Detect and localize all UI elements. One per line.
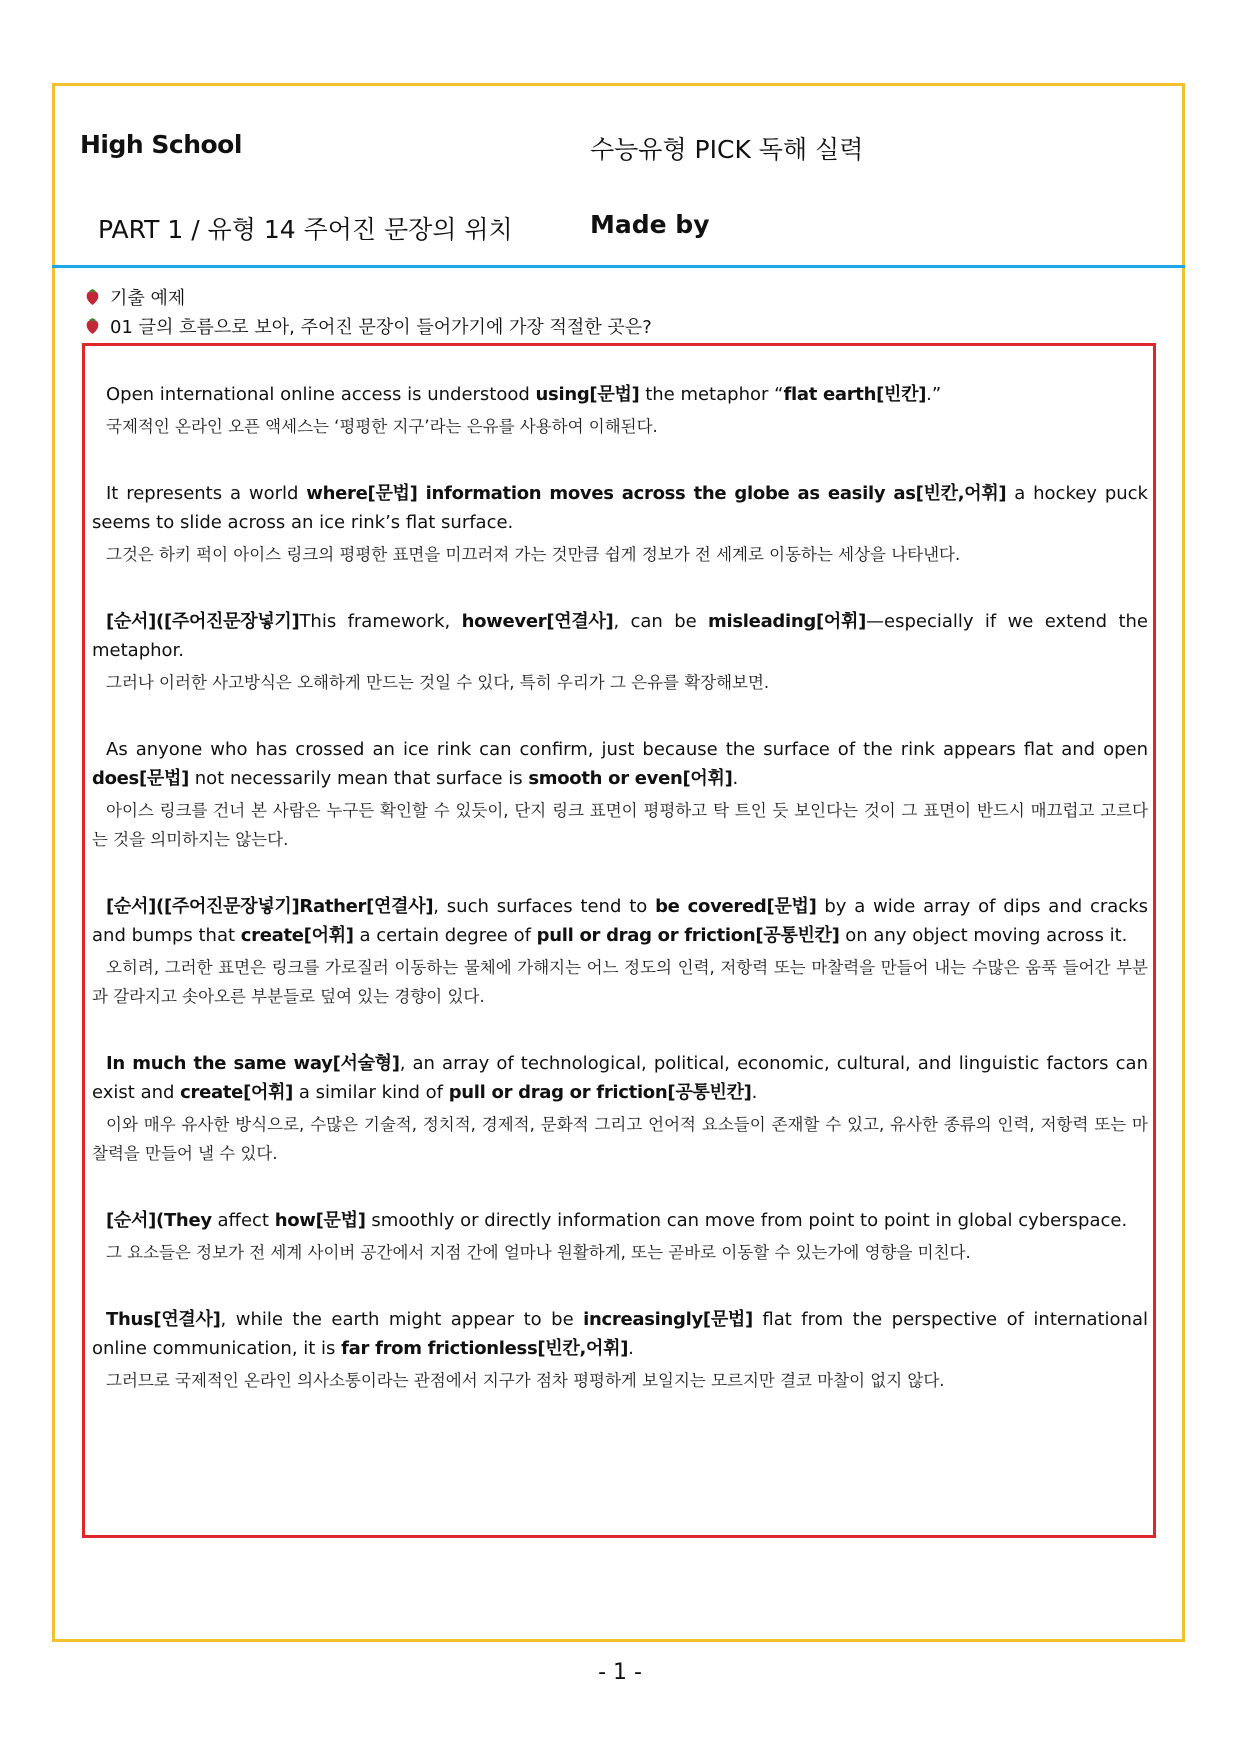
sentence-text: —especially if we extend the metaphor. — [92, 611, 1148, 661]
korean-translation: 오히려, 그러한 표면은 링크를 가로질러 이동하는 물체에 가해지는 어느 정도의 인력, 저항력 또는 마찰력을 만들어 내는 수많은 움푹 들어간 부분과 갈라지고 솟아오른 부분들로 덮여 있는 경향이 있다. — [92, 958, 1148, 1006]
highlighted-term: be covered[문법] — [655, 896, 817, 917]
english-sentence — [92, 380, 1148, 409]
highlighted-term: [순서]([주어진문장넣기] — [106, 611, 300, 632]
strawberry-icon — [85, 288, 100, 306]
sentence-text: , an array of technological, political, economic, cultural, and linguistic factors can exist and — [92, 1053, 1148, 1103]
passage-paragraph — [92, 735, 1148, 854]
sentence-text: Open international online access is understood — [106, 384, 536, 405]
passage-paragraph — [92, 1305, 1148, 1395]
korean-translation: 그 요소들은 정보가 전 세계 사이버 공간에서 지점 간에 얼마나 원활하게, 또는 곧바로 이동할 수 있는가에 영향을 미친다. — [106, 1243, 971, 1262]
highlighted-term: Thus[연결사] — [106, 1309, 221, 1330]
passage-paragraph — [92, 380, 1148, 441]
highlighted-term: create[어휘] — [180, 1082, 294, 1103]
english-sentence — [92, 1305, 1148, 1363]
highlighted-term: using[문법] — [535, 384, 640, 405]
sentence-text: . — [751, 1082, 758, 1103]
passage-paragraph — [92, 479, 1148, 569]
korean-translation: 그러므로 국제적인 온라인 의사소통이라는 관점에서 지구가 점차 평평하게 보일지는 모르지만 결코 마찰이 없지 않다. — [106, 1371, 945, 1390]
bullet-question — [85, 313, 652, 339]
bullet-label-1: 기출 예제 — [110, 288, 186, 309]
sentence-text: . — [732, 768, 739, 789]
sentence-text: . — [628, 1338, 634, 1359]
sentence-text: , can be — [613, 611, 709, 632]
highlighted-term: create[어휘] — [240, 925, 354, 946]
page-number: - 1 - — [598, 1660, 642, 1685]
english-sentence — [92, 892, 1148, 950]
sentence-text: a hockey puck seems to slide across an ice rink’s flat surface. — [92, 483, 1148, 533]
passage-paragraph — [92, 1206, 1148, 1267]
passage-content — [92, 380, 1148, 1433]
sentence-text: , such surfaces tend to — [433, 896, 656, 917]
highlighted-term: pull or drag or friction[공통빈칸] — [448, 1082, 752, 1103]
passage-paragraph — [92, 607, 1148, 697]
highlighted-term: how[문법] — [274, 1210, 366, 1231]
sentence-text: the metaphor “ — [639, 384, 784, 405]
sentence-text: a similar kind of — [293, 1082, 449, 1103]
school-label: High School — [80, 130, 242, 159]
highlighted-term: smooth or even[어휘] — [528, 768, 733, 789]
sentence-text: This framework, — [299, 611, 462, 632]
sentence-text: a certain degree of — [353, 925, 537, 946]
english-sentence — [92, 607, 1148, 665]
sentence-text: It represents a world — [106, 483, 307, 504]
sentence-text: .” — [926, 384, 942, 405]
made-by-label: Made by — [590, 210, 710, 239]
series-title: 수능유형 PICK 독해 실력 — [590, 135, 864, 164]
highlighted-term: however[연결사] — [461, 611, 614, 632]
sentence-text: affect — [211, 1210, 275, 1231]
english-sentence — [92, 1206, 1148, 1235]
sentence-text: , while the earth might appear to be — [220, 1309, 584, 1330]
strawberry-icon — [85, 317, 100, 335]
sentence-text: smoothly or directly information can move from point to point in global cyberspace. — [365, 1210, 1128, 1231]
korean-translation: 그것은 하키 퍽이 아이스 링크의 평평한 표면을 미끄러져 가는 것만큼 쉽게 정보가 전 세계로 이동하는 세상을 나타낸다. — [106, 545, 961, 564]
highlighted-term: flat earth[빈칸] — [783, 384, 927, 405]
highlighted-term: [순서](They — [106, 1210, 212, 1231]
sentence-text: not necessarily mean that surface is — [189, 768, 529, 789]
korean-translation: 국제적인 온라인 오픈 액세스는 ‘평평한 지구’라는 은유를 사용하여 이해된다. — [106, 417, 658, 436]
passage-paragraph — [92, 892, 1148, 1011]
bullet-exam-example — [85, 284, 185, 310]
sentence-text: As anyone who has crossed an ice rink can confirm, just because the surface of the rink appears flat and open — [106, 739, 1148, 760]
highlighted-term: misleading[어휘] — [708, 611, 866, 632]
sentence-text: by a wide array of dips and cracks and bumps that — [92, 896, 1149, 946]
highlighted-term: does[문법] — [92, 768, 190, 789]
english-sentence — [92, 479, 1148, 537]
highlighted-term: pull or drag or friction[공통빈칸] — [536, 925, 840, 946]
english-sentence — [92, 1049, 1148, 1107]
highlighted-term: In much the same way[서술형] — [106, 1053, 400, 1074]
highlighted-term: far from frictionless[빈칸,어휘] — [341, 1338, 629, 1359]
highlighted-term: where[문법] information moves across the globe as easily as[빈칸,어휘] — [306, 483, 1007, 504]
korean-translation: 아이스 링크를 건너 본 사람은 누구든 확인할 수 있듯이, 단지 링크 표면이 평평하고 탁 트인 듯 보인다는 것이 그 표면이 반드시 매끄럽고 고르다는 것을 의미하지는 않는다. — [92, 801, 1148, 849]
english-sentence — [92, 735, 1148, 793]
passage-paragraph — [92, 1049, 1148, 1168]
korean-translation: 그러나 이러한 사고방식은 오해하게 만드는 것일 수 있다, 특히 우리가 그 은유를 확장해보면. — [106, 673, 770, 692]
header-divider — [52, 265, 1185, 268]
highlighted-term: [순서]([주어진문장넣기]Rather[연결사] — [106, 896, 434, 917]
highlighted-term: increasingly[문법] — [583, 1309, 753, 1330]
part-title: PART 1 / 유형 14 주어진 문장의 위치 — [98, 215, 513, 244]
sentence-text: on any object moving across it. — [839, 925, 1128, 946]
sentence-text: flat from the perspective of international online communication, it is — [92, 1309, 1148, 1359]
korean-translation: 이와 매우 유사한 방식으로, 수많은 기술적, 정치적, 경제적, 문화적 그리고 언어적 요소들이 존재할 수 있고, 유사한 종류의 인력, 저항력 또는 마찰력을 만들어 낼 수 있다. — [92, 1115, 1148, 1163]
bullet-label-2: 01 글의 흐름으로 보아, 주어진 문장이 들어가기에 가장 적절한 곳은? — [110, 317, 652, 338]
